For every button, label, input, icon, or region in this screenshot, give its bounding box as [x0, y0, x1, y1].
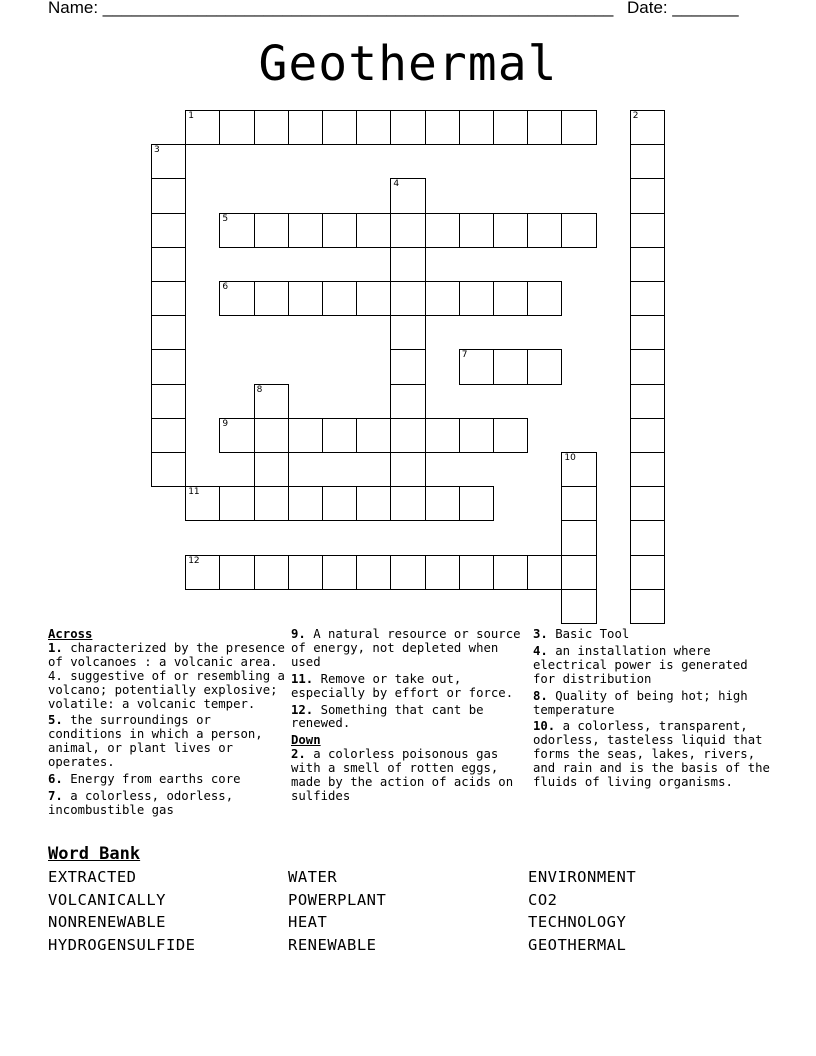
- grid-cell[interactable]: [151, 281, 186, 316]
- grid-cell[interactable]: [219, 486, 254, 521]
- grid-cell[interactable]: [459, 349, 494, 384]
- grid-cell[interactable]: [254, 486, 289, 521]
- grid-cell[interactable]: [630, 384, 665, 419]
- across-heading: Across: [48, 627, 93, 641]
- grid-cell[interactable]: [527, 110, 562, 145]
- grid-cell[interactable]: [561, 110, 596, 145]
- grid-cell[interactable]: [390, 281, 425, 316]
- grid-cell[interactable]: [493, 555, 528, 590]
- clue-number: 7.: [48, 788, 63, 803]
- grid-cell[interactable]: [493, 213, 528, 248]
- word-bank-item: HYDROGENSULFIDE: [48, 935, 196, 954]
- grid-cell[interactable]: [219, 213, 254, 248]
- clue-text: Something that cant be renewed.: [291, 702, 484, 731]
- clue-number: 11.: [291, 671, 314, 686]
- clue-text: the surroundings or conditions in which a person, animal, or plant lives or operates.: [48, 713, 263, 770]
- clues-column-2: [291, 628, 521, 807]
- grid-cell[interactable]: [288, 555, 323, 590]
- clue-across-7: [48, 790, 288, 818]
- grid-cell[interactable]: [390, 110, 425, 145]
- word-bank: [48, 868, 788, 954]
- word-bank-item: POWERPLANT: [288, 890, 387, 909]
- grid-cell[interactable]: [185, 555, 220, 590]
- cell-number: 2: [632, 111, 639, 121]
- grid-cell[interactable]: [459, 110, 494, 145]
- grid-cell[interactable]: [219, 110, 254, 145]
- grid-cell[interactable]: [151, 452, 186, 487]
- grid-cell[interactable]: [356, 486, 391, 521]
- clue-down-2: [291, 748, 521, 804]
- grid-cell[interactable]: [630, 213, 665, 248]
- grid-cell[interactable]: [561, 555, 596, 590]
- grid-cell[interactable]: [151, 144, 186, 179]
- grid-cell[interactable]: [219, 281, 254, 316]
- cell-number: 3: [154, 145, 160, 156]
- clue-across-11: [291, 673, 521, 701]
- grid-cell[interactable]: [630, 281, 665, 316]
- clue-across-12: [291, 704, 521, 732]
- grid-cell[interactable]: [288, 486, 323, 521]
- grid-cell[interactable]: [630, 247, 665, 282]
- grid-cell[interactable]: [561, 589, 596, 624]
- grid-cell[interactable]: [219, 418, 254, 453]
- grid-cell[interactable]: [322, 213, 357, 248]
- word-bank-item: WATER: [288, 868, 338, 886]
- grid-cell[interactable]: [630, 418, 665, 453]
- grid-cell[interactable]: [425, 418, 460, 453]
- grid-cell[interactable]: [288, 418, 323, 453]
- cell-number: 12: [188, 555, 200, 566]
- clue-number: 2.: [291, 747, 306, 762]
- grid-cell[interactable]: [425, 486, 460, 521]
- grid-cell[interactable]: [630, 555, 665, 590]
- clue-down-8: [533, 690, 773, 718]
- grid-cell[interactable]: [185, 486, 220, 521]
- grid-cell[interactable]: [561, 452, 596, 487]
- grid-cell[interactable]: [390, 178, 425, 213]
- clue-down-4: [533, 645, 773, 687]
- clue-down-3: [533, 628, 773, 642]
- clue-number: 9.: [291, 627, 306, 641]
- clues-column-1: [48, 628, 288, 821]
- clue-text: Energy from earths core: [70, 772, 241, 787]
- grid-cell[interactable]: [425, 110, 460, 145]
- cell-number: 8: [256, 384, 263, 395]
- grid-cell[interactable]: [630, 178, 665, 213]
- clue-across-5: [48, 714, 288, 770]
- grid-cell[interactable]: [630, 589, 665, 624]
- grid-cell[interactable]: [630, 349, 665, 384]
- grid-cell[interactable]: [151, 349, 186, 384]
- grid-cell[interactable]: [151, 315, 186, 350]
- cell-number: 5: [222, 213, 229, 224]
- cell-number: 11: [188, 487, 200, 498]
- grid-cell[interactable]: [425, 555, 460, 590]
- grid-cell[interactable]: [561, 213, 596, 248]
- clue-number: 10.: [533, 719, 556, 734]
- word-bank-item: CO2: [528, 890, 558, 909]
- grid-cell[interactable]: [390, 452, 425, 487]
- clue-text: Basic Tool: [555, 627, 630, 641]
- clue-number: 4.: [533, 643, 548, 658]
- grid-cell[interactable]: [527, 281, 562, 316]
- grid-cell[interactable]: [185, 110, 220, 145]
- clue-text: Quality of being hot; high temperature: [533, 688, 748, 717]
- clue-text: characterized by the presence of volcanoes : a volcanic area. 4. suggestive of or resembling a volcano; potentially explosive; volatile: a volcanic temper.: [48, 640, 285, 711]
- word-bank-item: GEOTHERMAL: [528, 935, 627, 954]
- clue-text: Remove or take out, especially by effort or force.: [291, 671, 514, 700]
- grid-cell[interactable]: [151, 418, 186, 453]
- word-bank-item: VOLCANICALLY: [48, 890, 166, 909]
- word-bank-item: TECHNOLOGY: [528, 913, 627, 932]
- clue-across-1: [48, 642, 288, 712]
- clue-text: a colorless poisonous gas with a smell of rotten eggs, made by the action of acids on sulfides: [291, 747, 514, 803]
- word-bank-item: EXTRACTED: [48, 868, 137, 886]
- grid-cell[interactable]: [151, 213, 186, 248]
- grid-cell[interactable]: [390, 486, 425, 521]
- grid-cell[interactable]: [322, 486, 357, 521]
- clue-text: an installation where electrical power is generated for distribution: [533, 643, 748, 686]
- grid-cell[interactable]: [288, 213, 323, 248]
- clue-across-9: [291, 628, 521, 670]
- grid-cell[interactable]: [356, 110, 391, 145]
- clue-number: 12.: [291, 702, 314, 717]
- grid-cell[interactable]: [390, 247, 425, 282]
- grid-cell[interactable]: [459, 555, 494, 590]
- grid-cell[interactable]: [527, 349, 562, 384]
- grid-cell[interactable]: [390, 384, 425, 419]
- grid-cell[interactable]: [561, 486, 596, 521]
- grid-cell[interactable]: [254, 418, 289, 453]
- clue-down-10: [533, 720, 773, 790]
- grid-cell[interactable]: [356, 418, 391, 453]
- grid-cell[interactable]: [630, 486, 665, 521]
- date-field-label: Date: _______: [627, 0, 739, 17]
- grid-cell[interactable]: [322, 555, 357, 590]
- grid-cell[interactable]: [630, 452, 665, 487]
- grid-cell[interactable]: [356, 281, 391, 316]
- grid-cell[interactable]: [493, 418, 528, 453]
- grid-cell[interactable]: [459, 281, 494, 316]
- grid-cell[interactable]: [459, 418, 494, 453]
- grid-cell[interactable]: [527, 555, 562, 590]
- grid-cell[interactable]: [390, 213, 425, 248]
- word-bank-item: HEAT: [288, 913, 328, 932]
- grid-cell[interactable]: [151, 247, 186, 282]
- grid-cell[interactable]: [527, 213, 562, 248]
- grid-cell[interactable]: [561, 520, 596, 555]
- grid-cell[interactable]: [322, 281, 357, 316]
- grid-cell[interactable]: [425, 281, 460, 316]
- grid-cell[interactable]: [493, 110, 528, 145]
- grid-cell[interactable]: [630, 520, 665, 555]
- grid-cell[interactable]: [630, 110, 665, 145]
- grid-cell[interactable]: [459, 486, 494, 521]
- clue-across-6: [48, 773, 288, 787]
- grid-cell[interactable]: [322, 418, 357, 453]
- clue-number: 3.: [533, 627, 548, 641]
- grid-cell[interactable]: [288, 110, 323, 145]
- clue-number: 6.: [48, 772, 63, 787]
- clues-column-3: [533, 628, 773, 793]
- cell-number: 10: [564, 453, 576, 463]
- cell-number: 1: [188, 111, 194, 121]
- grid-cell[interactable]: [390, 349, 425, 384]
- grid-cell[interactable]: [459, 213, 494, 248]
- grid-cell[interactable]: [630, 144, 665, 179]
- clue-text: A natural resource or source of energy, not depleted when used: [291, 627, 521, 669]
- grid-cell[interactable]: [151, 178, 186, 213]
- clue-text: a colorless, odorless, incombustible gas: [48, 788, 234, 817]
- grid-cell[interactable]: [219, 555, 254, 590]
- grid-cell[interactable]: [322, 110, 357, 145]
- grid-cell[interactable]: [493, 349, 528, 384]
- clue-number: 5.: [48, 713, 63, 728]
- grid-cell[interactable]: [390, 315, 425, 350]
- grid-cell[interactable]: [254, 384, 289, 419]
- grid-cell[interactable]: [151, 384, 186, 419]
- word-bank-item: ENVIRONMENT: [528, 868, 637, 886]
- word-bank-heading: Word Bank: [48, 844, 141, 864]
- puzzle-title: Geothermal: [258, 36, 558, 92]
- cell-number: 9: [222, 418, 229, 429]
- down-heading: Down: [291, 733, 321, 748]
- grid-cell[interactable]: [425, 213, 460, 248]
- grid-cell[interactable]: [356, 555, 391, 590]
- clue-number: 8.: [533, 688, 548, 703]
- grid-cell[interactable]: [493, 281, 528, 316]
- grid-cell[interactable]: [254, 452, 289, 487]
- word-bank-item: NONRENEWABLE: [48, 913, 166, 932]
- clue-text: a colorless, transparent, odorless, tasteless liquid that forms the seas, lakes, rivers, and rain and is the basis of the fluids of living organisms.: [533, 719, 770, 790]
- grid-cell[interactable]: [254, 555, 289, 590]
- grid-cell[interactable]: [356, 213, 391, 248]
- cell-number: 4: [393, 179, 400, 190]
- cell-number: 6: [222, 282, 229, 292]
- name-field-label: Name: ______________________________________________________: [48, 0, 614, 17]
- grid-cell[interactable]: [288, 281, 323, 316]
- grid-cell[interactable]: [390, 555, 425, 590]
- clue-number: 1.: [48, 640, 63, 655]
- word-bank-item: RENEWABLE: [288, 935, 377, 954]
- grid-cell[interactable]: [630, 315, 665, 350]
- grid-cell[interactable]: [254, 281, 289, 316]
- grid-cell[interactable]: [390, 418, 425, 453]
- cell-number: 7: [461, 350, 468, 361]
- grid-cell[interactable]: [254, 213, 289, 248]
- grid-cell[interactable]: [254, 110, 289, 145]
